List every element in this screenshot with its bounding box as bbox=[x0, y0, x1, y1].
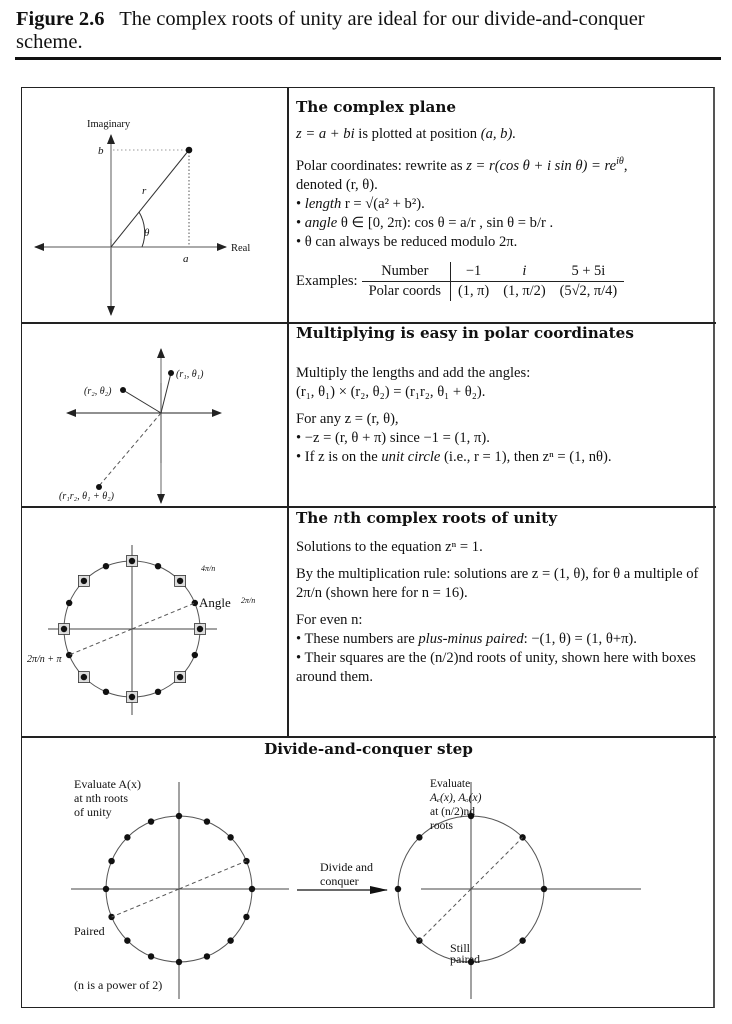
title-part: The bbox=[296, 509, 334, 527]
label-line: of unity bbox=[74, 805, 112, 819]
label-paired-angle: 2π/n + π bbox=[27, 654, 62, 665]
table-cell: (5√2, π/4) bbox=[559, 282, 618, 299]
table-cell: (1, π) bbox=[457, 282, 490, 299]
divide-and-conquer-arrow-label bbox=[320, 860, 373, 888]
figure-label: Figure 2.6 bbox=[16, 8, 105, 30]
label-line: roots bbox=[430, 820, 453, 832]
for-any-z: For any z = (r, θ), bbox=[296, 411, 399, 427]
theta-label: θ bbox=[144, 227, 150, 239]
label-line: Divide and bbox=[320, 860, 373, 874]
complex-plane-panel bbox=[296, 97, 708, 301]
bullet-rest: θ ∈ [0, 2π): cos θ = a/r , sin θ = b/r . bbox=[337, 214, 554, 231]
bullet-modulo: • θ can always be reduced modulo 2π. bbox=[296, 233, 518, 250]
bullet-squares: • Their squares are the (n/2)nd roots of unity, shown here with boxes around them. bbox=[296, 650, 696, 685]
b-label: b bbox=[98, 145, 104, 157]
table-cell: (1, π/2) bbox=[503, 282, 546, 299]
bullet-text: : −(1, θ) = (1, θ+π). bbox=[523, 631, 637, 647]
roots-of-unity-diagram bbox=[21, 507, 287, 736]
examples-label: Examples: bbox=[296, 272, 358, 289]
plus-minus-term: plus-minus paired bbox=[418, 631, 524, 647]
bullet-angle: • angle θ ∈ [0, 2π): cos θ = a/r , sin θ = b/r . bbox=[296, 214, 554, 231]
multiply-rule: Multiply the lengths and add the angles: bbox=[296, 365, 531, 381]
point-2-label: (r₂, θ₂) bbox=[84, 386, 112, 397]
column-divider bbox=[287, 87, 289, 737]
plotted-line bbox=[296, 125, 708, 144]
table-cell: −1 bbox=[450, 262, 496, 282]
roots-title bbox=[296, 508, 708, 528]
bullet-unit-circle bbox=[296, 448, 708, 467]
title-part: th complex roots of unity bbox=[343, 509, 558, 527]
label-line: Still bbox=[450, 941, 471, 955]
for-even-n: For even n: bbox=[296, 612, 363, 628]
bullet-rest: r = √(a² + b²). bbox=[341, 195, 425, 212]
bullet-length: • length r = √(a² + b²). bbox=[296, 195, 425, 212]
real-axis-label: Real bbox=[231, 243, 251, 254]
bullet-text: • These numbers are bbox=[296, 631, 419, 647]
polar-exponent: iθ bbox=[616, 156, 624, 167]
caption-rule bbox=[15, 57, 721, 60]
roots-multiplication-rule: By the multiplication rule: solutions are z = (1, θ), for θ a multiple of 2π/n (shown here for n = 16). bbox=[296, 566, 699, 601]
label-line: paired bbox=[450, 952, 480, 966]
figure-caption bbox=[16, 8, 716, 54]
roots-equation: Solutions to the equation zⁿ = 1. bbox=[296, 539, 483, 555]
table-header-number: Number bbox=[362, 262, 451, 282]
label-line: Aₑ(x), Aₒ(x) bbox=[430, 792, 482, 804]
examples bbox=[296, 262, 708, 301]
table-cell: i bbox=[496, 262, 552, 282]
a-label: a bbox=[183, 253, 189, 265]
unit-circle-term: unit circle bbox=[381, 449, 441, 465]
still-paired-label bbox=[450, 943, 480, 965]
position-ab: (a, b). bbox=[480, 126, 516, 142]
bullet-text: • If z is on the bbox=[296, 449, 382, 465]
polar-comma: , bbox=[623, 157, 628, 174]
complex-plane-title: The complex plane bbox=[296, 98, 457, 116]
polar-formula: z = r(cos θ + i sin θ) = re bbox=[466, 157, 617, 174]
imaginary-axis-label: Imaginary bbox=[87, 119, 131, 130]
examples-table bbox=[362, 262, 625, 301]
polar-line bbox=[296, 152, 708, 176]
bullet-rest: θ can always be reduced modulo 2π. bbox=[304, 233, 518, 250]
evaluate-a-label bbox=[74, 777, 141, 819]
bullet-lead: angle bbox=[304, 214, 338, 231]
denoted-line: denoted (r, θ). bbox=[296, 176, 378, 193]
point-1-label: (r₁, θ₁) bbox=[176, 369, 204, 380]
evaluate-even-odd-label bbox=[430, 777, 481, 833]
polar-text: Polar coordinates: rewrite as bbox=[296, 157, 467, 174]
label-line: at (n/2)nd bbox=[430, 806, 476, 818]
label-line: conquer bbox=[320, 874, 359, 888]
table-cell: 5 + 5i bbox=[553, 262, 625, 282]
multiplying-panel bbox=[296, 323, 708, 467]
table-header-polar: Polar coords bbox=[362, 281, 451, 301]
label-angle: Angle bbox=[199, 595, 231, 610]
bullet-plus-minus bbox=[296, 630, 708, 649]
multiplying-title: Multiplying is easy in polar coordinates bbox=[296, 324, 634, 342]
label-2pi-over-n: 2π/n bbox=[241, 596, 256, 605]
divide-conquer-title: Divide-and-conquer step bbox=[264, 740, 473, 758]
bullet-text: (i.e., r = 1), then zⁿ = (1, nθ). bbox=[440, 449, 612, 465]
roots-panel bbox=[296, 508, 708, 687]
complex-plane-diagram bbox=[21, 87, 287, 322]
bullet-negation: • −z = (r, θ + π) since −1 = (1, π). bbox=[296, 430, 490, 446]
multiplying-diagram bbox=[21, 323, 287, 506]
multiply-formula: (r₁, θ₁) × (r₂, θ₂) = (r₁r₂, θ₁ + θ₂). bbox=[296, 384, 486, 400]
label-line: Evaluate A(x) bbox=[74, 777, 141, 791]
caption-text: The complex roots of unity are ideal for our divide-and-conquer scheme. bbox=[16, 8, 645, 53]
plotted-text: is plotted at position bbox=[354, 126, 481, 142]
power-of-two-note: (n is a power of 2) bbox=[74, 978, 163, 992]
label-line: Evaluate bbox=[430, 778, 471, 790]
label-line: at nth roots bbox=[74, 791, 128, 805]
label-4pi-over-n: 4π/n bbox=[201, 564, 216, 573]
title-n: n bbox=[333, 509, 344, 527]
point-product-label: (r₁r₂, θ₁ + θ₂) bbox=[59, 491, 114, 502]
bullet-lead: length bbox=[304, 195, 342, 212]
paired-label: Paired bbox=[74, 924, 105, 938]
r-label: r bbox=[142, 185, 147, 197]
equation-z: z = a + bi bbox=[296, 126, 355, 142]
